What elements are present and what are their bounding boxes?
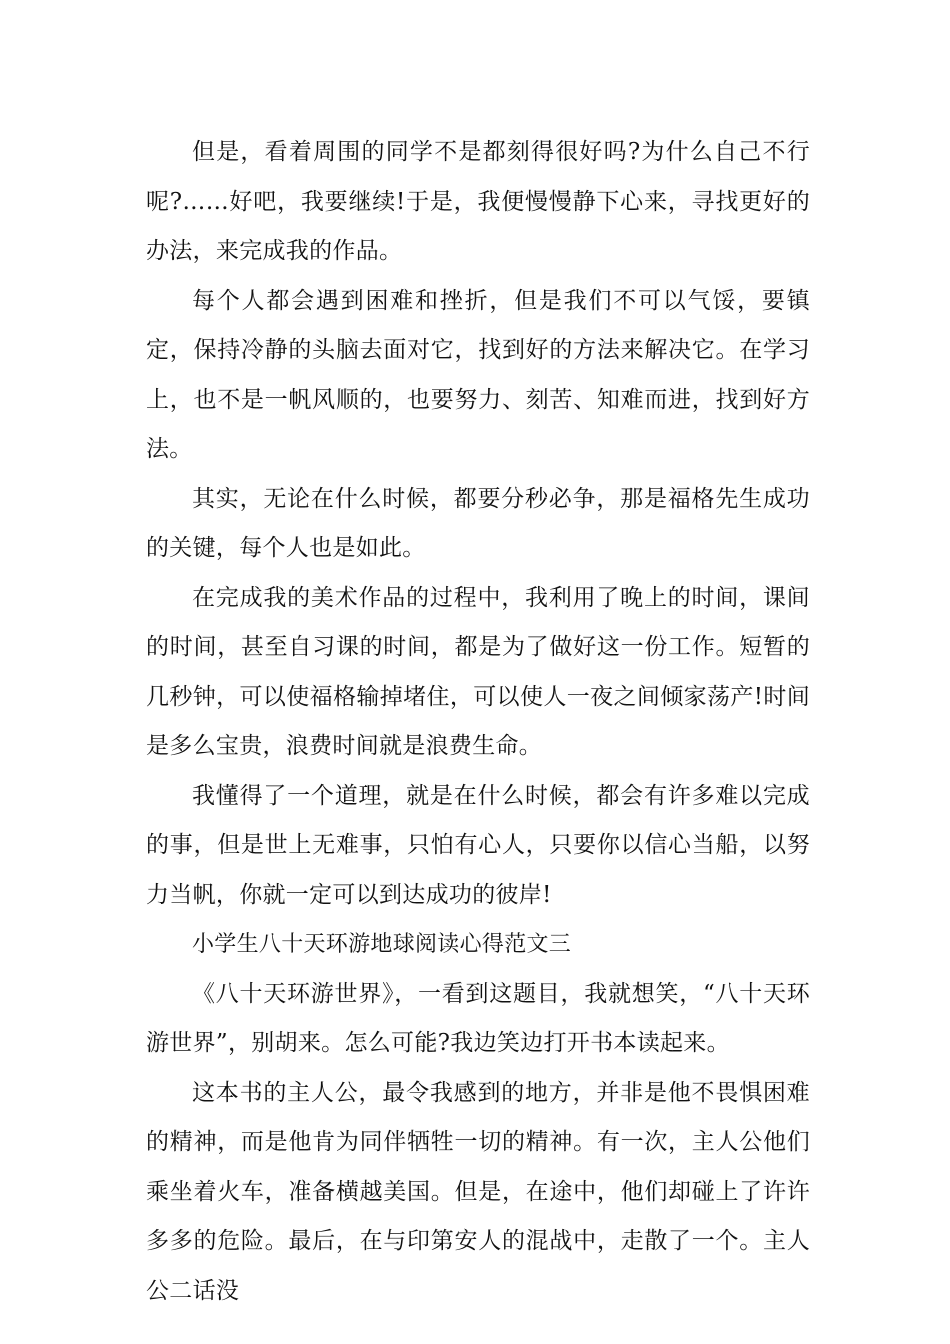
paragraph-3: 其实，无论在什么时候，都要分秒必争，那是福格先生成功的关键，每个人也是如此。 [146, 485, 810, 561]
paragraph-6: 《八十天环游世界》，一看到这题目，我就想笑，“八十天环游世界”，别胡来。怎么可能?我边笑边打开书本读起来。 [146, 980, 810, 1056]
section-heading: 小学生八十天环游地球阅读心得范文三 [192, 932, 572, 957]
paragraph-4: 在完成我的美术作品的过程中，我利用了晚上的时间，课间的时间，甚至自习课的时间，都是为了做好这一份工作。短暂的几秒钟，可以使福格输掉堵住，可以使人一夜之间倾家荡产!时间是多么宝贵，浪费时间就是浪费生命。 [146, 584, 810, 759]
document-body [146, 128, 810, 1316]
paragraph-7: 这本书的主人公，最令我感到的地方，并非是他不畏惧困难的精神，而是他肯为同伴牺牲一切的精神。有一次，主人公他们乘坐着火车，准备横越美国。但是，在途中，他们却碰上了许许多多的危险。最后，在与印第安人的混战中，走散了一个。主人公二话没 [146, 1079, 810, 1304]
paragraph-1: 但是，看着周围的同学不是都刻得很好吗?为什么自己不行呢?……好吧，我要继续!于是，我便慢慢静下心来，寻找更好的办法，来完成我的作品。 [146, 139, 810, 264]
paragraph-2: 每个人都会遇到困难和挫折，但是我们不可以气馁，要镇定，保持冷静的头脑去面对它，找到好的方法来解决它。在学习上，也不是一帆风顺的，也要努力、刻苦、知难而进，找到好方法。 [146, 287, 810, 462]
paragraph-5: 我懂得了一个道理，就是在什么时候，都会有许多难以完成的事，但是世上无难事，只怕有心人，只要你以信心当船，以努力当帆，你就一定可以到达成功的彼岸! [146, 782, 810, 908]
